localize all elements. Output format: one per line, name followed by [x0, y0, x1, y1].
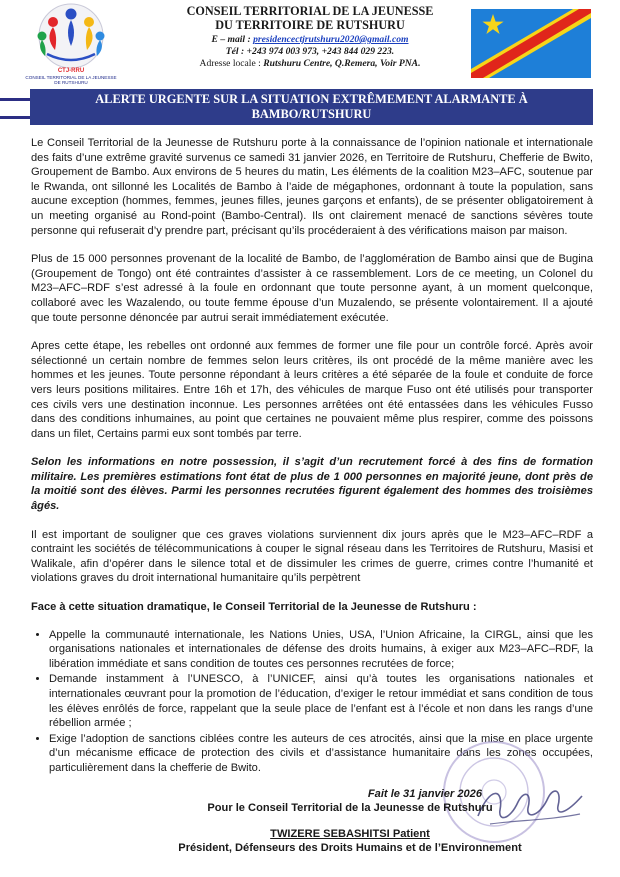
alert-banner: [30, 89, 593, 125]
place-date: Fait le 31 janvier 2026: [367, 788, 482, 800]
logo-caption: CTJ-RRU CONSEIL TERRITORIAL DE LA JEUNESSE DE RUTSHURU: [25, 68, 117, 86]
paragraph: Apres cette étape, les rebelles ont ordonné aux femmes de former une file pour un contrôle forcé. Après avoir sélectionné un certain nombre de femmes selon leurs critères, ils ont procédé de la même manière avec les hommes et les jeunes. Toute personne répondant à leurs critères a été séparée de la foule et conduite de force vers leurs positions militaires. Entre 16h et 17h, des véhicules de marque Fuso ont été utilisés pour transporter ces civils vers une destination inconnue. Les personnes arrêtées ont été entassées dans les véhicules Fusso dans des conditions inhumaines, au point que certaines ne pouvaient même plus respirer, comme des poissons dans un filet, Certains parmi eux sont tombés par terre.: [31, 340, 593, 440]
alert-title-line2: BAMBO/RUTSHURU: [251, 107, 372, 121]
email-line: E – mail : presidencectjrutshuru2020@gmail.com: [211, 34, 409, 45]
org-name-line1: CONSEIL TERRITORIAL DE LA JEUNESSE: [186, 4, 434, 18]
alert-title-line1: ALERTE URGENTE SUR LA SITUATION EXTRÊMEMENT ALARMANTE À: [95, 92, 528, 106]
paragraph: Il est important de souligner que ces graves violations surviennent dix jours après que le M23–AFC–RDF a contraint les sociétés de télécommunications à couper le signal réseau dans les Territoires de Rutshuru, Masisi et Walikale, afin d’opérer dans le silence total et de dissimuler les crimes de guerre, crimes contre l’humanité et violations graves du droit international humanitaire qu’ils perpètrent: [31, 528, 593, 585]
resolution-heading: Face à cette situation dramatique, le Conseil Territorial de la Jeunesse de Rutshuru :: [31, 601, 477, 614]
letterhead: [150, 4, 470, 70]
action-item: • Appelle la communauté internationale, les Nations Unies, USA, l’Union Africaine, la CIRGL, ainsi que les organisations nationales et internationales de défense des droits humains, à exiger aux M23–AFC–RDF, la libération immédiate et sans condition de toutes ces personnes recrutées de force;: [49, 628, 593, 672]
signatory-name: TWIZERE SEBASHITSI Patient: [270, 828, 430, 840]
paragraph-emphasis: Selon les informations en notre possession, il s’agit d’un recrutement forcé à des fins de formation militaire. Les premières estimations font état de plus de 1 000 personnes en majorité jeune, dont près de la moitié sont des élèves. Parmi les personnes recrutées figurent également des hommes des troisièmes âgés.: [31, 456, 593, 513]
action-item: • Demande instamment à l’UNESCO, à l’UNICEF, ainsi qu’à toutes les organisations nationales et internationales œuvrant pour la promotion de l’éducation, d’exiger le retour immédiat et sans condition de tous les élèves enrôlés de force, rappelant que la seule place de l’enfant est à l’école et non dans les rangs d’une rébellion armée ;: [49, 672, 593, 730]
action-item: • Exige l’adoption de sanctions ciblées contre les auteurs de ces atrocités, ainsi que la mise en place urgente d’un mécanisme efficace de protection des civils et d’assistance humanitaire dans les zones occupées, particulièrement dans la chefferie de Bwito.: [49, 732, 593, 776]
paragraph: Le Conseil Territorial de la Jeunesse de Rutshuru porte à la connaissance de l’opinion nationale et internationale des faits d’une extrême gravité survenus ce samedi 31 janvier 2026, en Territoire de Rutshuru, Chefferie de Bwito, Groupement de Bambo. Aux environs de 5 heures du matin, Les éléments de la coalition M23–AFC, soutenue par le Rwanda, ont sillonné les Localités de Bambo à l’aide de mégaphones, ordonnant à toute la population, sans aucune exception (hommes, femmes, jeunes filles, jeunes garçons et enfants), de se présenter obligatoirement à un meeting organisé au Rond-point (Bambo-Central). Ils ont clairement menacé de sanctions sévères toute personne qui refuserait d’y prendre part, précisant qu’ils procéderaient à des vérifications maison par maison.: [31, 137, 593, 237]
phone-line: Tél : +243 974 003 973, +243 844 029 223.: [225, 46, 395, 57]
paragraph: Plus de 15 000 personnes provenant de la localité de Bambo, de l’agglomération de Bambo ainsi que de Bugina (Groupement de Tongo) ont été contraintes d’assister à ce rassemblement. Lors de ce meeting, un Colonel du M23–AFC–RDF s’est adressé à la foule en ordonnant que toute personne ayant, à un moment quelconque, collaboré avec les Wazalendo, ou toute femme épouse d’un Muzalendo, se présente volontairement. Il a ajouté que toute personne dénoncée par autrui serait immédiatement exécutée.: [31, 253, 593, 324]
signatory-title: Président, Défenseurs des Droits Humains et de l’Environnement: [178, 842, 522, 854]
drc-flag: [471, 9, 591, 78]
address-line: Adresse locale : Rutshuru Centre, Q.Remera, Voir PNA.: [199, 58, 421, 69]
on-behalf-line: Pour le Conseil Territorial de la Jeunesse de Rutshuru: [207, 802, 493, 814]
letter-body: [31, 136, 593, 777]
org-name-line2: DU TERRITOIRE DE RUTSHURU: [215, 18, 405, 32]
signature-block: [150, 787, 550, 855]
email-link[interactable]: presidencectjrutshuru2020@gmail.com: [253, 34, 409, 45]
